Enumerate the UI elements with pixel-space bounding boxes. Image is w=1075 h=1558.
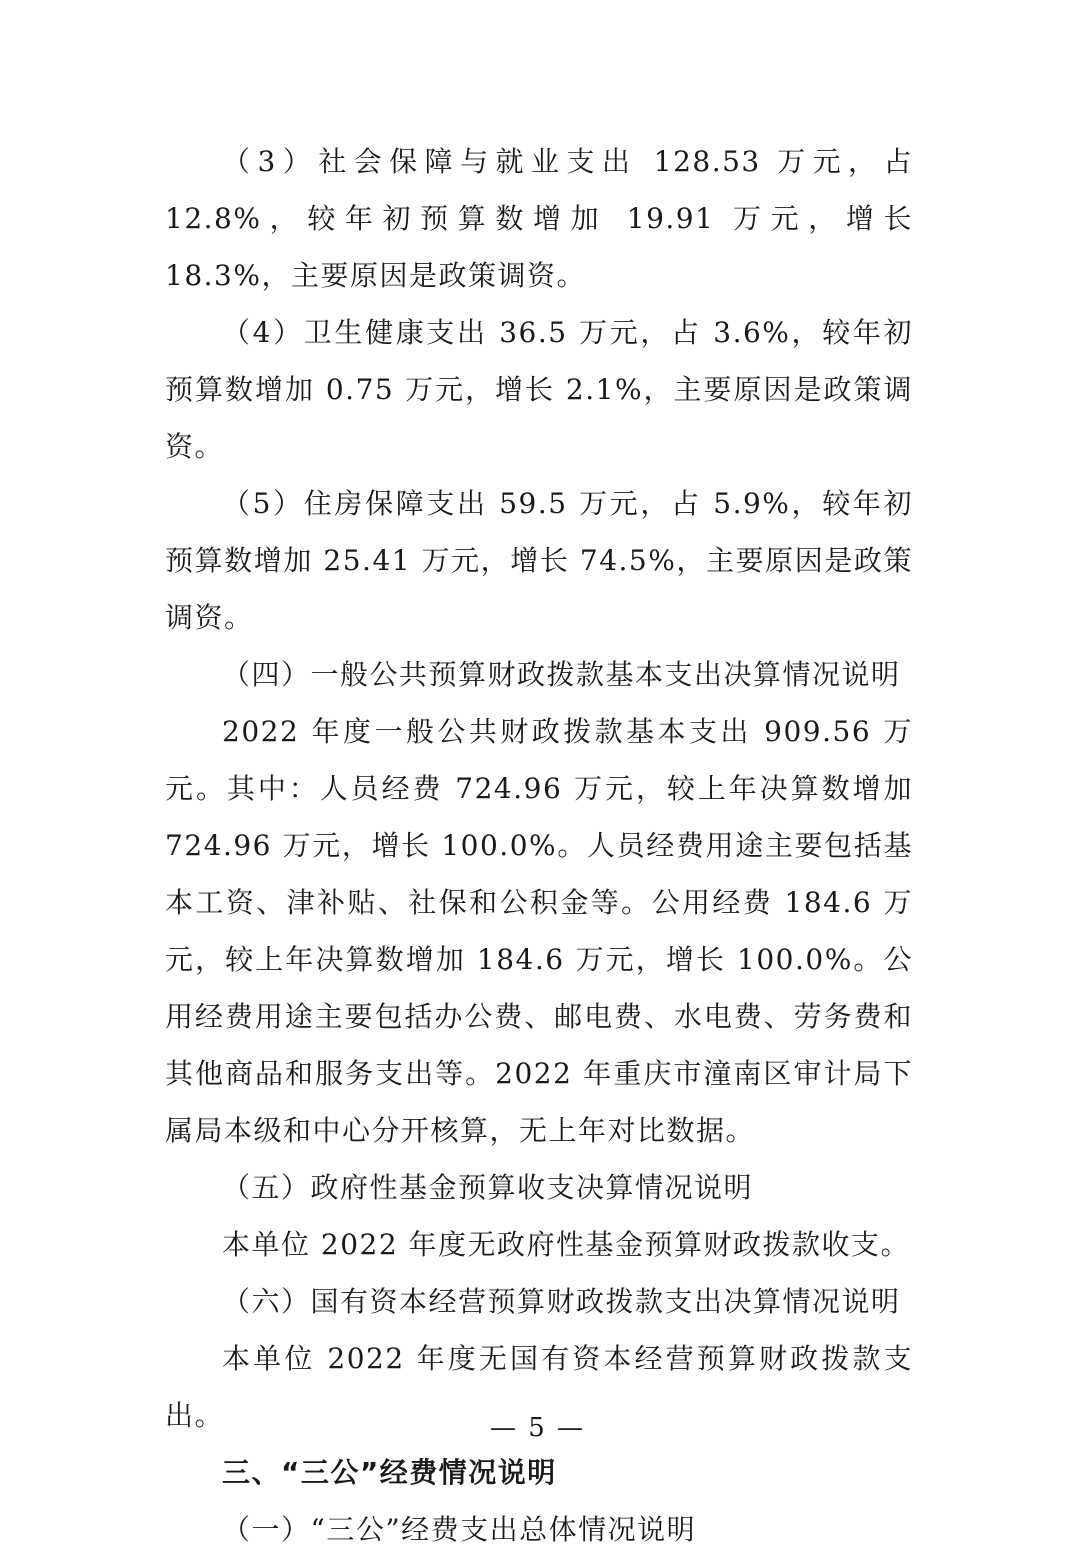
page-number: — 5 —	[489, 1413, 586, 1443]
section4-heading: （四）一般公共预算财政拨款基本支出决算情况说明	[222, 658, 901, 691]
section6-body: 本单位 2022 年度无国有资本经营预算财政拨款支出。	[165, 1342, 913, 1432]
document-body	[165, 133, 913, 1558]
part3-heading: 三、“三公”经费情况说明	[222, 1456, 557, 1489]
section6-heading: （六）国有资本经营预算财政拨款支出决算情况说明	[222, 1285, 901, 1318]
part3-sub1-heading: （一）“三公”经费支出总体情况说明	[222, 1513, 697, 1546]
paragraph-housing: （5）住房保障支出 59.5 万元，占 5.9%，较年初预算数增加 25.41 万元，增长 74.5%，主要原因是政策调资。	[165, 487, 913, 634]
paragraph-social-security: （3）社会保障与就业支出 128.53 万元，占 12.8%，较年初预算数增加 19.91 万元，增长 18.3%，主要原因是政策调资。	[165, 145, 913, 292]
section4-body: 2022 年度一般公共财政拨款基本支出 909.56 万元。其中：人员经费 724.96 万元，较上年决算数增加 724.96 万元，增长 100.0%。人员经费用途主要包括基本工资、津补贴、社保和公积金等。公用经费 184.6 万元，较上年决算数增加 184.6 万元，增长 100.0%。公用经费用途主要包括办公费、邮电费、水电费、劳务费和其他商品和服务支出等。2022 年重庆市潼南区审计局下属局本级和中心分开核算，无上年对比数据。	[165, 715, 913, 1147]
paragraph-health: （4）卫生健康支出 36.5 万元，占 3.6%，较年初预算数增加 0.75 万元，增长 2.1%，主要原因是政策调资。	[165, 316, 913, 463]
section5-body: 本单位 2022 年度无政府性基金预算财政拨款收支。	[222, 1228, 911, 1261]
section5-heading: （五）政府性基金预算收支决算情况说明	[222, 1171, 754, 1204]
